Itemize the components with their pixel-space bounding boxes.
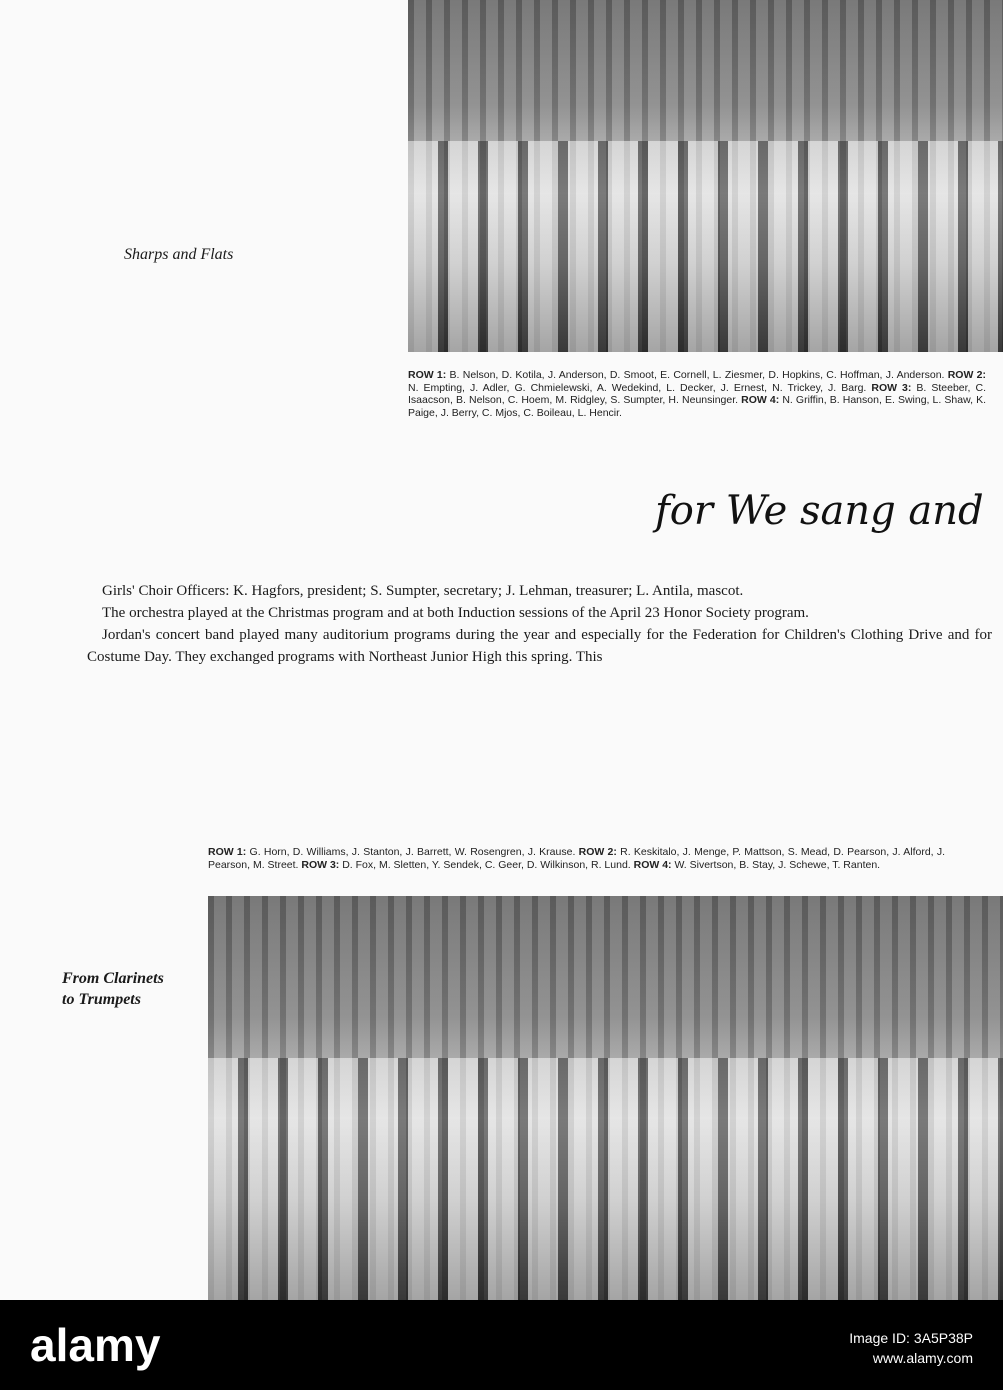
choir-caption (408, 369, 986, 419)
row-names: W. Sivertson, B. Stay, J. Schewe, T. Ranten. (671, 858, 881, 871)
choir-group-photo (408, 0, 1003, 352)
band-title (62, 968, 164, 1010)
section-heading: for We sang and (655, 488, 984, 534)
row-label: ROW 3: (871, 381, 912, 394)
row-label: ROW 2: (578, 846, 617, 858)
paragraph: Girls' Choir Officers: K. Hagfors, president; S. Sumpter, secretary; J. Lehman, treasurer; L. Antila, mascot. (102, 583, 744, 599)
row-label: ROW 3: (301, 858, 340, 871)
watermark-bar (0, 1300, 1003, 1390)
row-label: ROW 4: (633, 858, 672, 871)
paragraph: The orchestra played at the Christmas program and at both Induction sessions of the April 23 Honor Society program. (102, 605, 809, 621)
band-title-line: From Clarinets (62, 970, 164, 987)
row-names: D. Fox, M. Sletten, Y. Sendek, C. Geer, D. Wilkinson, R. Lund. (339, 858, 634, 871)
row-label: ROW 1: (208, 846, 247, 858)
band-group-photo (208, 896, 1003, 1300)
row-names: N. Griffin, B. Hanson, E. Swing, L. Shaw, K. Paige, J. Berry, C. Mjos, C. Boileau, L. Hencir. (408, 394, 987, 419)
row-names: N. Empting, J. Adler, G. Chmielewski, A. Wedekind, L. Decker, J. Ernest, N. Trickey, J. Barg. (408, 381, 872, 394)
site-url: www.alamy.com (872, 1350, 973, 1366)
row-label: ROW 1: (408, 369, 447, 381)
image-id: Image ID: 3A5P38P (849, 1330, 973, 1346)
row-names: B. Steeber, C. Isaacson, B. Nelson, C. Hoem, M. Ridgley, S. Sumpter, H. Neunsinger. (408, 381, 986, 406)
row-names: G. Horn, D. Williams, J. Stanton, J. Barrett, W. Rosengren, J. Krause. (246, 846, 579, 858)
row-names: R. Keskitalo, J. Menge, P. Mattson, S. Mead, D. Pearson, J. Alford, J. Pearson, M. Street. (208, 846, 946, 871)
row-label: ROW 4: (741, 394, 780, 406)
row-names: B. Nelson, D. Kotila, J. Anderson, D. Smoot, E. Cornell, L. Ziesmer, D. Hopkins, C. Hoffman, J. Anderson. (446, 369, 948, 381)
watermark-logo: alamy (30, 1319, 161, 1371)
band-title-line: to Trumpets (62, 991, 141, 1008)
band-caption (208, 846, 945, 871)
body-text (87, 580, 992, 668)
row-label: ROW 2: (947, 369, 986, 381)
paragraph: Jordan's concert band played many auditorium programs during the year and especially for the Federation for Children's Clothing Drive and for Costume Day. They exchanged programs with Northeast Junior High this spring. This (87, 627, 992, 665)
choir-title: Sharps and Flats (124, 246, 234, 263)
